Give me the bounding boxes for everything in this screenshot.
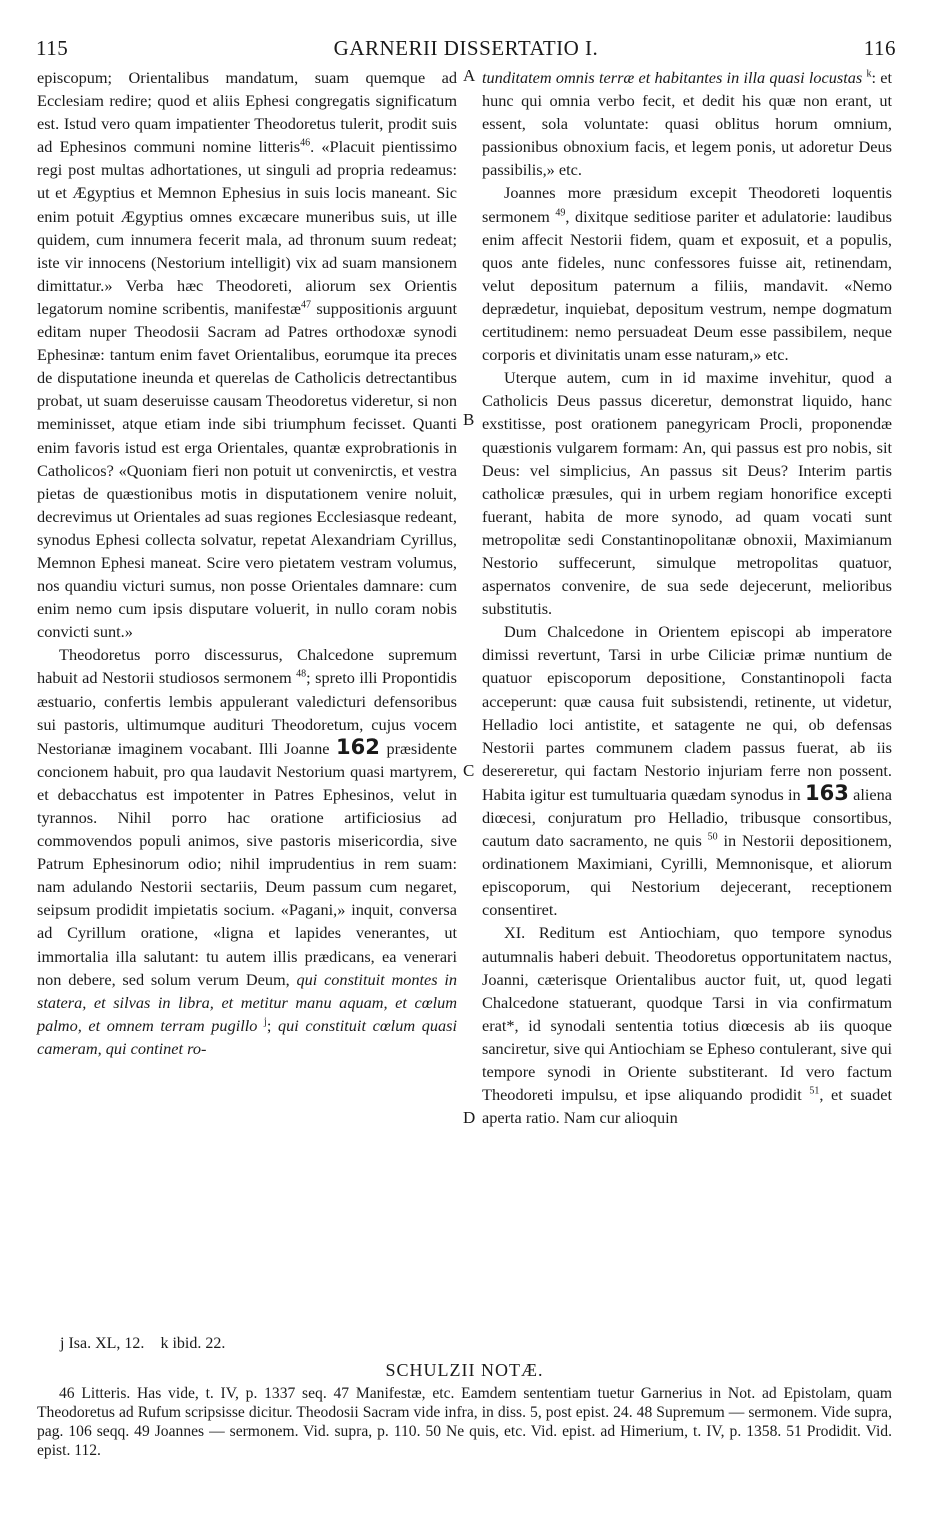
notes-title: SCHULZII NOTÆ.	[385, 1360, 544, 1380]
margin-letter-c: C	[463, 761, 475, 780]
scripture-quote-2: qui constituit cœlum quasi cameram, qui continet ro-	[37, 1015, 457, 1058]
left-p1-text-c: . «Placuit pientissimo regi post multas adhortationes, ut singuli ad propria redeamus: ut et Ægyptius et Memnon Ephesius in suis locis maneant. Sic enim potuit Ægyptius omnes excæcare muneribus suis, ut ille quidem, cum innumera fecerit mala, ad thronum suum redeat; iste vir innocens (Nestorium intelligit) vix ad suam mansionem dimittatur.» Verba hæc Theodoreti, aliorum sex Orientis legatorum nomine scribentis, manifestæ	[37, 137, 458, 318]
note-ref-46: 46	[300, 137, 311, 149]
footnote-j: j Isa. XL, 12.	[60, 1335, 145, 1352]
left-p2-text-b: ; spreto illi Propontidis æstuario, confertis lembis appulerant valedicturi defensoribus sui pastoris, ultimumque audituri Theodoretum, cujus vocem Nestorianæ imaginem vocabant. Illi Joanne	[37, 668, 457, 758]
note-ref-k: k	[866, 68, 872, 80]
right-paragraph-5: XI. Reditum est Antiochiam, quo tempore synodus autumnalis haberi debuit. Theodoretus opportunitatem nactus, Joanni, cæterisque Orientalibus auctor fuit, ut, quod legati Chalcedone statuerant, quodque Tarsi in via confirmatum erat*, id synodali sententia totius diœcesis ab iis quoque sanciretur, sive qui Antiochiam se Epheso contulerant, sive qui tempore synodi in Oriente substiterant. Id vero factum Theodoreti impulsu, et ipse aliquando prodidit $^{51}$, et suadet aperta ratio. Nam cur alioquin	[482, 923, 892, 1128]
right-paragraph-1: tunditatem omnis terræ et habitantes in illa quasi locustas $^k$: et hunc qui omnia verbo fecit, et dedit his quæ non erant, ut essent, sola voluntate: quasi oblitus horum omnium, passionibus obnoxium facis, et legem ponis, ut adoretur Deus passibilis,» etc.	[482, 68, 893, 180]
page-number-left: 115	[36, 36, 69, 60]
margin-number-163: 163	[804, 780, 849, 805]
right-paragraph-2: Joannes more præsidum excepit Theodoreti loquentis sermonem $^{49}$, dixitque seditiose pariter et adulatorie: laudibus enim affecit Nestorii fidem, quam et exposuit, et a populis, quos ante fideles, nunc confessores fuisse ait, retinendam, velut depositum paternum a filiis, mandavit. «Nemo deprædetur, inquiebat, depositum vestrum, nempe dogmatum certitudinem: nemo persuadeat Deum esse passibilem, neque corporis et divinitatis unam esse naturam,» etc.	[482, 183, 892, 365]
margin-letter-b: B	[463, 410, 475, 429]
page-footnotes	[60, 1335, 460, 1353]
running-header	[36, 36, 896, 64]
left-column	[37, 66, 457, 1060]
left-paragraph-1: episcopum; Orientalibus mandatum, suam quemque ad Ecclesiam redire; quod et aliis Ephesi congregatis significatum est. Istud vero quam impatienter Theodoretus tulerit, prodit suis ad Ephesinos communi nomine litteris$^{46}$. «Placuit pientissimo regi post multas adhortationes, ut singuli ad propria redeamus: ut et Ægyptius et Memnon Ephesius in suis locis maneant. Sic enim potuit Ægyptius omnes excæcare muneribus suis, ut ille quidem, cum innumera fecerit mala, ad thronum suum redeat; iste vir innocens (Nestorium intelligit) vix ad suam mansionem dimittatur.» Verba hæc Theodoreti, aliorum sex Orientis legatorum nomine scribentis, manifestæ$^{47}$ suppositionis arguunt editam nuper Theodosii Sacram ad Patres orthodoxæ synodi Ephesinæ: tantum enim favet Orientalibus, eorumque ita preces de disputatione ineunda et querelas de Catholicis detrectantibus probat, ut suam deseruisse causam Theodoretus videretur, si non meminisset, atque etiam inde sibi triumphum fecisset. Quanti enim favoris istud est erga Orientales, quantæ exprobrationis in Catholicos? «Quoniam fieri non potuit ut convenirctis, et vestra pietas de quæstionibus motis in disputationem venire noluit, decrevimus ut Orientales ad suas regiones Ecclesiasque redeant, synodus Ephesi collecta solvatur, repetat Alexandriam Cyrillus, Memnon Ephesi maneat. Scire vero pietatem vestram volumus, nos quandiu victuri sumus, non posse Orientales damnare: cum enim nemo cum ipsis disputare voluerit, in nullo coram nobis convicti sunt.»	[37, 68, 458, 642]
left-paragraph-2: Theodoretus porro discessurus, Chalcedone supremum habuit ad Nestorii studiosos sermonem $^{48}$; spreto illi Propontidis æstuario, confertis lembis appulerant valedicturi defensoribus sui pastoris, ultimumque audituri Theodoretum, cujus vocem Nestorianæ imaginem vocabant. Illi Joanne 162 præsidente concionem habuit, pro qua laudavit Nestorium quasi martyrem, et debacchatus est impotenter in Patres Ephesinos, velut in tyrannos. Nihil porro hac oratione artificiosius ad commovendos populi animos, sive pastoris misericordia, sive Patrum Ephesinorum odio; nihil imprudentius in rem suam: nam adulando Nestorii sectariis, Deum passum cum negaret, seipsum prodidit impietatis socium. «Pagani,» inquit, conversa ad Cyrillum oratione, «ligna et lapides venerantes, ut immortalia illa salutant: tu autem illis prædicans, ea venerari non debere, sed solum verum Deum, qui constituit montes in statera, et silvas in libra, et metitur manu aquam, et cœlum palmo, et omnem terram pugillo $^j$; qui constituit cœlum quasi cameram, qui continet ro-	[37, 645, 457, 1058]
left-p1-text-d: suppositionis arguunt editam nuper Theodosii Sacram ad Patres orthodoxæ synodi Ephesinæ: tantum enim favet Orientalibus, eorumque ita preces de disputatione ineunda et querelas de Catholicis detrectantibus probat, ut suam deseruisse causam Theodoretus videretur, si non meminisset, atque etiam inde sibi triumphum fecisset. Quanti enim favoris istud est erga Orientales, quantæ exprobrationis in Catholicos? «Quoniam fieri non potuit ut convenirctis, et vestra pietas de quæstionibus motis in disputationem venire noluit, decrevimus ut Orientales ad suas regiones Ecclesiasque redeant, synodus Ephesi collecta solvatur, repetat Alexandriam Cyrillus, Memnon Ephesi maneat. Scire vero pietatem vestram volumus, nos quandiu victuri sumus, non posse Orientales damnare: cum enim nemo cum ipsis disputare voluerit, in nullo coram nobis convicti sunt.»	[37, 298, 457, 642]
margin-letter-d: D	[463, 1108, 476, 1127]
notes-text: 46 Litteris. Has vide, t. IV, p. 1337 seq. 47 Manifestæ, etc. Eamdem sententiam tuetur Garnerius in Not. ad Epistolam, quam Theodoretus ad Rufum scripsisse dicitur. Theodosii Sacram vide infra, in diss. 5, post epist. 24. 48 Supremum — sermonem. Vide supra, pag. 106 seqq. 49 Joannes — sermonem. Vid. supra, p. 110. 50 Ne quis, etc. Vid. epist. ad Himerium, t. IV, p. 1358. 51 Prodidit. Vid. epist. 112.	[37, 1385, 892, 1459]
right-paragraph-4: Dum Chalcedone in Orientem episcopi ab imperatore dimissi revertunt, Tarsi in urbe Ciliciæ primæ nuntium de quatuor episcoporum depositione, Constantinopoli facta acceperunt: quæ causa fuit subsistendi, retinente, ut videtur, Helladio loci antistite, et satagente ne qui, ob defensas Nestorii partes communem cladem passus fuerat, ab iis desereretur, qui factam Nestorio injuriam ferre non possent. Habita igitur est tumultuaria quædam synodus in 163 aliena diœcesi, conjuratum pro Helladio, tribusque consortibus, cautum dato sacramento, ne quis $^{50}$ in Nestorii depositionem, ordinationem Maximiani, Cyrilli, Memnonisque, et aliorum episcoporum, qui Nestorium dejecerant, receptionem consentiret.	[482, 622, 892, 920]
right-paragraph-3: Uterque autem, cum in id maxime invehitur, quod a Catholicis Deus passus diceretur, demonstrat liquido, hanc exstitisse, post orationem panegyricam Procli, proponendæ quæstionis vulgarem formam: An, qui passus est pro nobis, sit Deus: vel simplicius, An passus sit Deus? Interim partis catholicæ præsules, qui in urbem regiam honorifice excepti fuerant, habita de more synodo, ad quam vocati sunt metropolitæ sedi Constantinopolitanæ obnoxii, Maximianum Nestorio suffecerunt, simulque metropolitas quatuor, aspernatos convenire, de sua sede dejecerunt, melioribus substitutis.	[482, 368, 892, 619]
scripture-quote-1: qui constituit montes in statera, et silvas in libra, et metitur manu aquam, et cœlum palmo, et omnem terram pugillo	[37, 969, 457, 1035]
note-ref-47: 47	[301, 299, 312, 311]
note-ref-51: 51	[809, 1085, 820, 1097]
note-ref-48: 48	[296, 669, 307, 681]
margin-letter-a: A	[463, 66, 476, 85]
note-ref-50: 50	[707, 831, 718, 843]
left-p2-text-c: præsidente concionem habuit, pro qua laudavit Nestorium quasi martyrem, et debacchatus est impotenter in Patres Ephesinos, velut in tyrannos. Nihil porro hac oratione artificiosius ad commovendos populi animos, sive pastoris misericordia, sive Patrum Ephesinorum odio; nihil imprudentius in rem suam: nam adulando Nestorii sectariis, Deum passum cum negaret, seipsum prodidit impietatis socium. «Pagani,» inquit, conversa ad Cyrillum oratione, «ligna et lapides venerantes, ut immortalia illa salutant: tu autem illis prædicans, ea venerari non debere, sed solum verum Deum,	[37, 738, 457, 989]
page-number-right: 116	[863, 36, 896, 60]
left-p1-text-b: communi nomine litteris	[133, 137, 301, 157]
running-title: GARNERII DISSERTATIO I.	[333, 36, 599, 60]
scripture-quote-3: tunditatem omnis terræ et habitantes in illa quasi locustas	[482, 68, 863, 87]
right-column	[482, 66, 892, 1129]
margin-number-162: 162	[336, 734, 380, 759]
note-ref-j: j	[264, 1016, 267, 1028]
note-ref-49: 49	[555, 207, 566, 219]
footnote-k: k ibid. 22.	[160, 1335, 226, 1352]
